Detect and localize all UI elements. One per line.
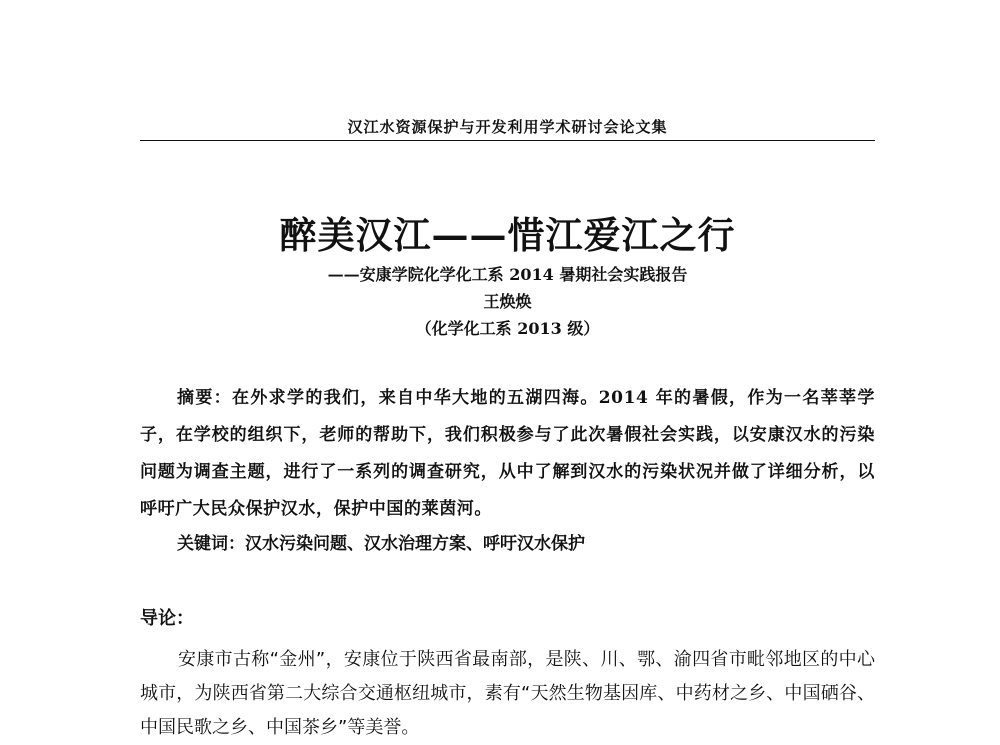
intro-heading: 导论： bbox=[140, 608, 194, 629]
header-rule bbox=[140, 140, 875, 141]
paper-title: 醉美汉江——惜江爱江之行 bbox=[279, 213, 736, 257]
running-header: 汉江水资源保护与开发利用学术研讨会论文集 bbox=[347, 118, 668, 136]
abstract-paragraph bbox=[140, 380, 875, 528]
keywords-text: 汉水污染问题、汉水治理方案、呼吁汉水保护 bbox=[245, 534, 585, 554]
author-affiliation: （化学化工系 2013 级） bbox=[415, 319, 600, 338]
intro-paragraph: 安康市古称“金州”，安康位于陕西省最南部，是陕、川、鄂、渝四省市毗邻地区的中心城市，为陕西省第二大综合交通枢纽城市，素有“天然生物基因库、中药材之乡、中国硒谷、中国民歌之乡、中国茶乡”等美誉。 bbox=[140, 649, 875, 738]
keywords-line bbox=[177, 532, 875, 556]
abstract-text: 在外求学的我们，来自中华大地的五湖四海。2014 年的暑假，作为一名莘莘学子，在学校的组织下，老师的帮助下，我们积极参与了此次暑假社会实践，以安康汉水的污染问题为调查主题，进行了一系列的调查研究，从中了解到汉水的污染状况并做了详细分析，以呼吁广大民众保护汉水，保护中国的莱茵河。 bbox=[140, 388, 875, 519]
abstract-label: 摘要： bbox=[177, 388, 233, 408]
paper-subtitle: ——安康学院化学化工系 2014 暑期社会实践报告 bbox=[327, 265, 688, 284]
keywords-label: 关键词： bbox=[177, 534, 245, 554]
author-name: 王焕焕 bbox=[483, 292, 532, 311]
